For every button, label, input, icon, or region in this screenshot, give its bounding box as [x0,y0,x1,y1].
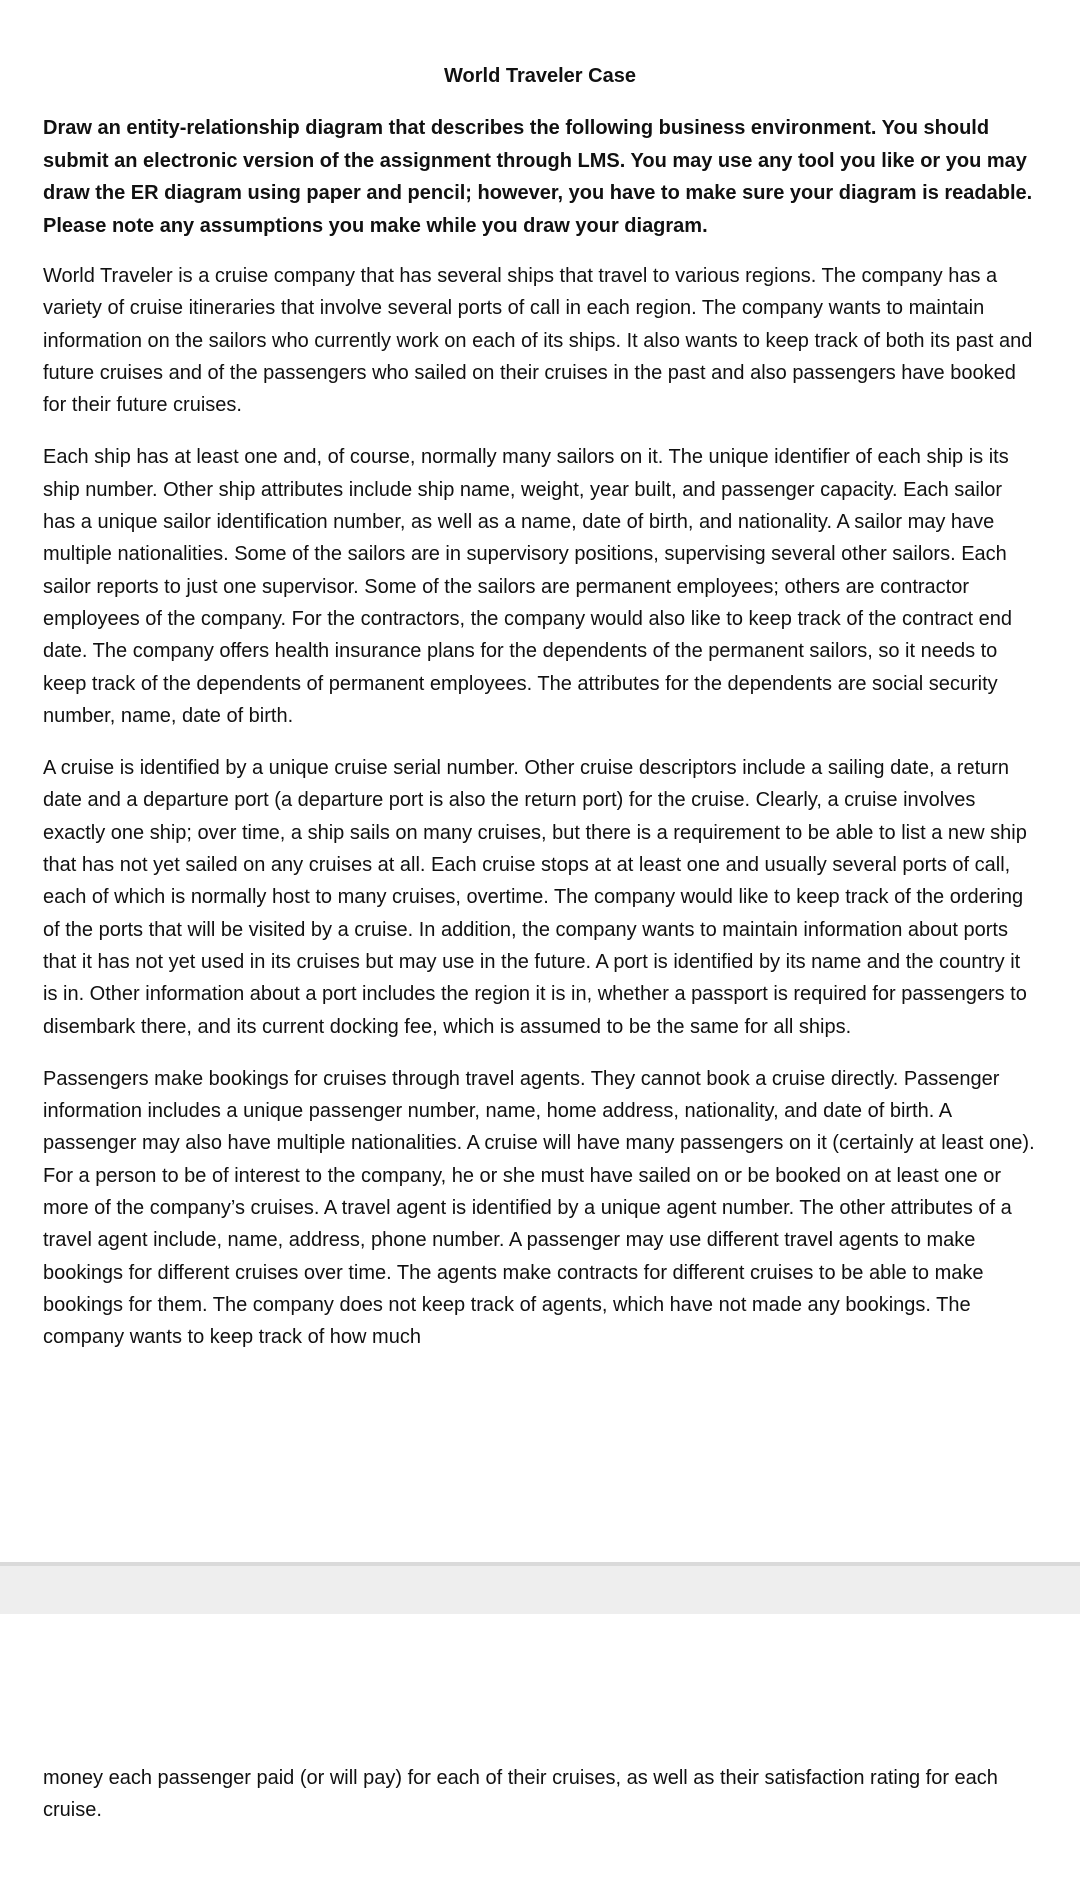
page-2-content [43,1762,1037,1827]
document-page-2 [0,1614,1080,1881]
document-title: World Traveler Case [444,65,636,87]
paragraph-ships-sailors: Each ship has at least one and, of course, normally many sailors on it. The unique identifier of each ship is its ship number. Other ship attributes include ship name, weight, year built, and passenger capacity. Each sailor has a unique sailor identification number, as well as a name, date of birth, and nationality. A sailor may have multiple nationalities. Some of the sailors are in supervisory positions, supervising several other sailors. Each sailor reports to just one supervisor. Some of the sailors are permanent employees; others are contractor employees of the company. For the contractors, the company would also like to keep track of the contract end date. The company offers health insurance plans for the dependents of the permanent sailors, so it needs to keep track of the dependents of permanent employees. The attributes for the dependents are social security number, name, date of birth. [43,446,1013,727]
paragraph-continuation: money each passenger paid (or will pay) for each of their cruises, as well as their satisfaction rating for each cruise. [43,1767,998,1822]
assignment-instructions: Draw an entity-relationship diagram that describes the following business environment. You should submit an electronic version of the assignment through LMS. You may use any tool you like or you may draw the ER diagram using paper and pencil; however, you have to make sure your diagram is readable. Please note any assumptions you make while you draw your diagram. [43,117,1033,237]
paragraph-cruises-ports: A cruise is identified by a unique cruise serial number. Other cruise descriptors include a sailing date, a return date and a departure port (a departure port is also the return port) for the cruise. Clearly, a cruise involves exactly one ship; over time, a ship sails on many cruises, but there is a requirement to be able to list a new ship that has not yet sailed on any cruises at all. Each cruise stops at at least one and usually several ports of call, each of which is normally host to many cruises, overtime. The company would like to keep track of the ordering of the ports that will be visited by a cruise. In addition, the company wants to maintain information about ports that it has not yet used in its cruises but may use in the future. A port is identified by its name and the country it is in. Other information about a port includes the region it is in, whether a passport is required for passengers to disembark there, and its current docking fee, which is assumed to be the same for all ships. [43,757,1027,1038]
page-1-content [43,58,1037,1374]
page-separator [0,1562,1080,1614]
paragraph-passengers-agents: Passengers make bookings for cruises through travel agents. They cannot book a cruise directly. Passenger information includes a unique passenger number, name, home address, nationality, and date of birth. A passenger may also have multiple nationalities. A cruise will have many passengers on it (certainly at least one). For a person to be of interest to the company, he or she must have sailed on or be booked on at least one or more of the company’s cruises. A travel agent is identified by a unique agent number. The other attributes of a travel agent include, name, address, phone number. A passenger may use different travel agents to make bookings for different cruises over time. The agents make contracts for different cruises to be able to make bookings for them. The company does not keep track of agents, which have not made any bookings. The company wants to keep track of how much [43,1067,1035,1349]
paragraph-company-overview: World Traveler is a cruise company that has several ships that travel to various regions. The company has a variety of cruise itineraries that involve several ports of call in each region. The company wants to maintain information on the sailors who currently work on each of its ships. It also wants to keep track of both its past and future cruises and of the passengers who sailed on their cruises in the past and also passengers have booked for their future cruises. [43,265,1033,417]
